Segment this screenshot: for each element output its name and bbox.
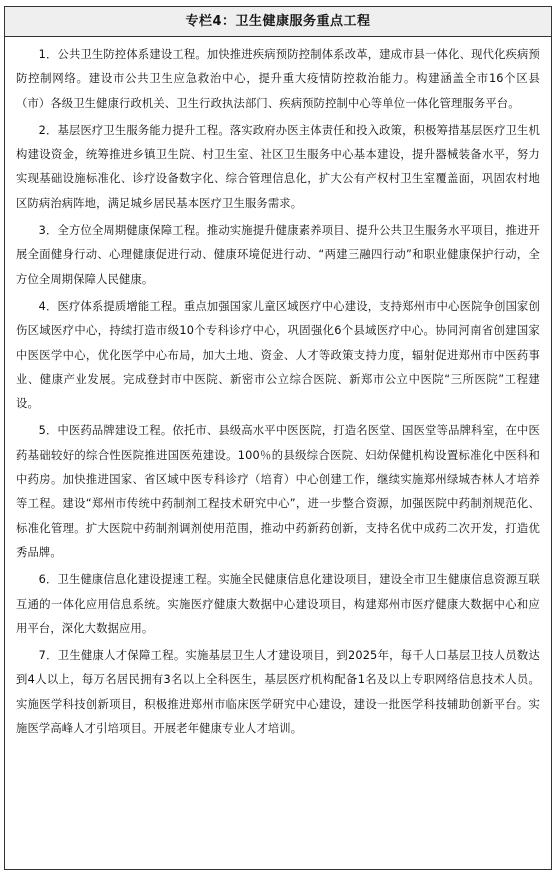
paragraph-3: 3．全方位全周期健康保障工程。推动实施提升健康素养项目、提升公共卫生服务水平项目，推进开展全面健身行动、心理健康促进行动、健康环境促进行动、“两建三融四行动”和职业健康保护行动，全方位全周期保障人民健康。 — [16, 224, 540, 286]
paragraph-4: 4．医疗体系提质增能工程。重点加强国家儿童区域医疗中心建设，支持郑州市中心医院争创国家创伤区域医疗中心，持续打造市级10个专科诊疗中心，巩固强化6个县域医疗中心。协同河南省创建国家中医医学中心，优化医学中心布局，加大土地、资金、人才等政策支持力度，辐射促进郑州市中医药事业、健康产业发展。完成登封市中医院、新密市公立综合医院、新郑市公立中医院“三所医院”工程建设。 — [16, 299, 540, 411]
box-content — [5, 37, 551, 741]
box-title: 专栏4：卫生健康服务重点工程 — [5, 7, 551, 37]
paragraph-7: 7．卫生健康人才保障工程。实施基层卫生人才建设项目，到2025年，每千人口基层卫技人员数达到4人以上，每万名居民拥有3名以上全科医生，基层医疗机构配备1名及以上专职网络信息技术人员。实施医学科技创新项目，积极推进郑州市临床医学研究中心建设，建设一批医学科技辅助创新平台。实施医学高峰人才引培项目。开展老年健康专业人才培训。 — [16, 649, 540, 736]
paragraph-1: 1．公共卫生防控体系建设工程。加快推进疾病预防控制体系改革，建成市县一体化、现代化疾病预防控制网络。建设市公共卫生应急救治中心，提升重大疫情防控救治能力。构建涵盖全市16个区县（市）各级卫生健康行政机关、卫生行政执法部门、疾病预防控制中心等单位一体化管理服务平台。 — [16, 48, 540, 110]
feature-box — [4, 6, 552, 870]
paragraph-2: 2．基层医疗卫生服务能力提升工程。落实政府办医主体责任和投入政策，积极筹措基层医疗卫生机构建设资金，统筹推进乡镇卫生院、村卫生室、社区卫生服务中心基本建设，提升器械装备水平，努力实现基础设施标准化、诊疗设备数字化、综合管理信息化，扩大公有产权村卫生室覆盖面，巩固农村地区防病治病阵地，满足城乡居民基本医疗卫生服务需求。 — [16, 123, 540, 210]
paragraph-6: 6．卫生健康信息化建设提速工程。实施全民健康信息化建设项目，建设全市卫生健康信息资源互联互通的一体化应用信息系统。实施医疗健康大数据中心建设项目，构建郑州市医疗健康大数据中心和应用平台，深化大数据应用。 — [16, 573, 540, 635]
paragraph-5: 5．中医药品牌建设工程。依托市、县级高水平中医医院，打造名医堂、国医堂等品牌科室，在中医药基础较好的综合性医院推进国医苑建设。100％的县级综合医院、妇幼保健机构设置标准化中医科和中药房。加快推进国家、省区域中医专科诊疗（培育）中心创建工作，继续实施郑州绿城杏林人才培养等工程。建设“郑州市传统中药制剂工程技术研究中心”，进一步整合资源，加强医院中药制剂规范化、标准化管理。扩大医院中药制剂调剂使用范围，推动中药新药创新，支持名优中成药二次开发，打造优秀品牌。 — [16, 424, 540, 559]
